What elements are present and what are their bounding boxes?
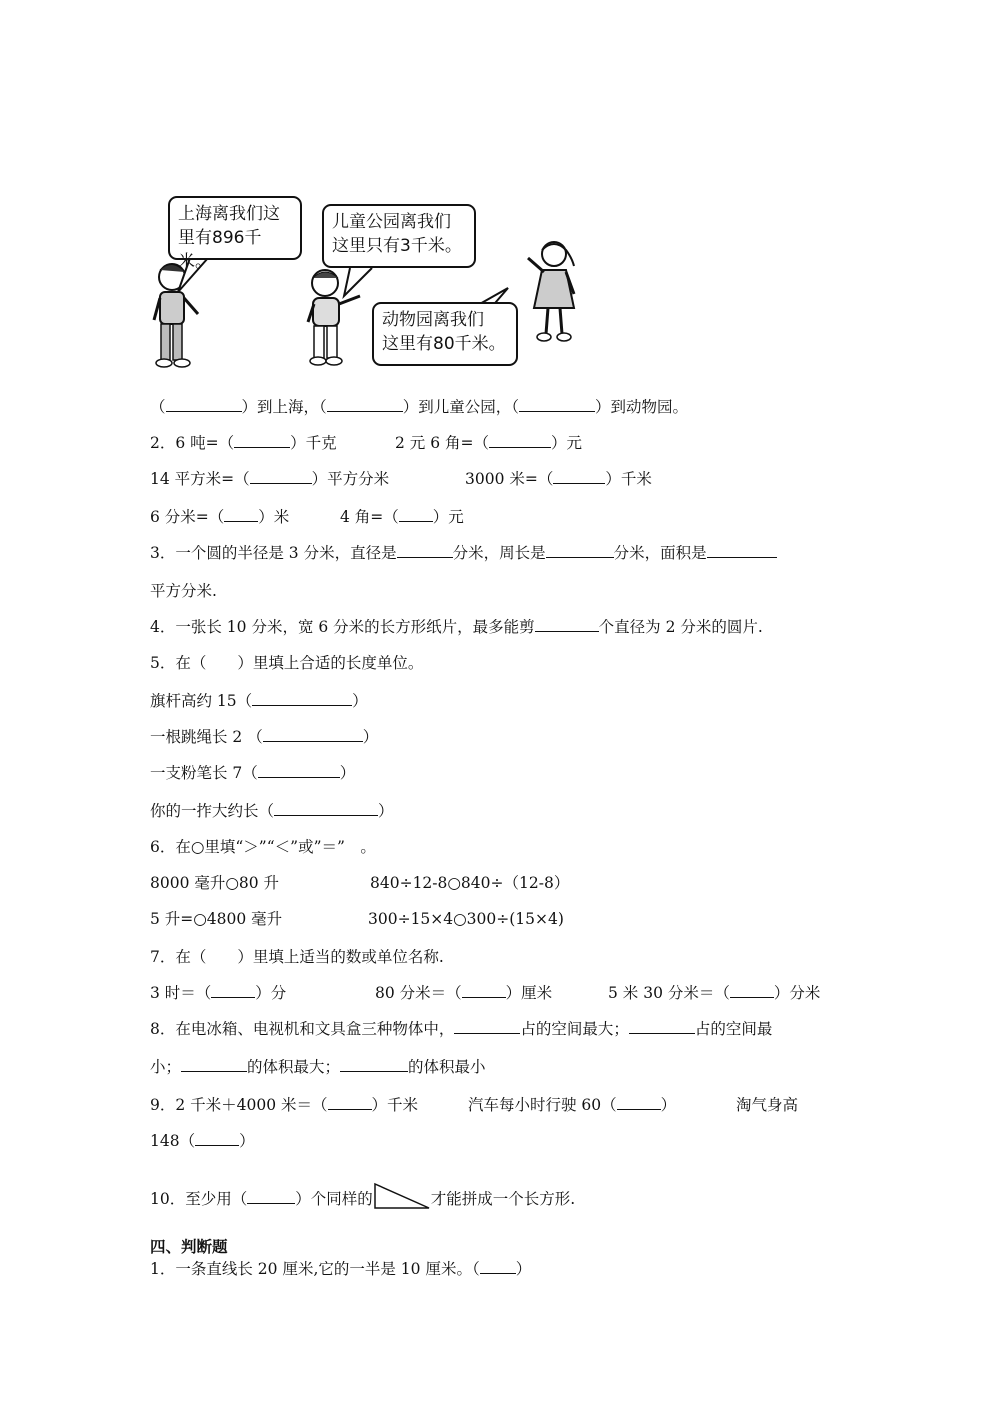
right-triangle-icon — [373, 1182, 431, 1210]
q3-line2: 平方分米. — [150, 582, 217, 600]
speech-bubble-park — [322, 204, 476, 268]
answer-blank[interactable] — [553, 469, 605, 484]
answer-blank[interactable] — [399, 507, 433, 522]
q5-title: 5．在（ ）里填上合适的长度单位。 — [150, 654, 424, 672]
speech-bubble-shanghai — [168, 196, 302, 272]
answer-blank[interactable] — [730, 983, 774, 998]
answer-blank[interactable] — [258, 763, 340, 778]
answer-blank[interactable] — [546, 543, 614, 558]
answer-blank[interactable] — [224, 507, 258, 522]
answer-blank[interactable] — [519, 397, 595, 412]
answer-blank[interactable] — [252, 691, 352, 706]
q4-line: 4．一张长 10 分米，宽 6 分米的长方形纸片，最多能剪 个直径为 2 分米的圆片. — [150, 618, 763, 636]
section4-q1: 1．一条直线长 20 厘米,它的一半是 10 厘米。（ ） — [150, 1260, 532, 1278]
answer-blank[interactable] — [234, 433, 290, 448]
answer-blank[interactable] — [263, 727, 363, 742]
bubble-line: 儿童公园离我们 — [332, 212, 451, 232]
speech-bubble-zoo — [372, 302, 518, 366]
answer-blank[interactable] — [480, 1259, 516, 1274]
answer-blank[interactable] — [247, 1189, 295, 1204]
q10-line: 10．至少用（ ）个同样的 才能拼成一个长方形. — [150, 1182, 575, 1210]
q5-item: 旗杆高约 15（ ） — [150, 692, 368, 710]
answer-blank[interactable] — [328, 1095, 372, 1110]
answer-blank[interactable] — [181, 1057, 247, 1072]
q8-line2: 小； 的体积最大； 的体积最小 — [150, 1058, 486, 1076]
answer-blank[interactable] — [617, 1095, 661, 1110]
answer-blank[interactable] — [195, 1131, 239, 1146]
answer-blank[interactable] — [629, 1019, 695, 1034]
q7-title: 7．在（ ）里填上适当的数或单位名称. — [150, 948, 444, 966]
answer-blank[interactable] — [535, 617, 599, 632]
q6-title: 6．在○里填“＞”“＜”或”＝” 。 — [150, 838, 376, 856]
answer-blank[interactable] — [489, 433, 551, 448]
q5-item: 一支粉笔长 7（ ） — [150, 764, 356, 782]
answer-blank[interactable] — [707, 543, 777, 558]
answer-blank[interactable] — [462, 983, 506, 998]
answer-blank[interactable] — [454, 1019, 520, 1034]
answer-blank[interactable] — [166, 397, 242, 412]
bubble-line: 这里只有3千米。 — [332, 236, 462, 256]
section-title-judgment: 四、判断题 — [150, 1238, 228, 1256]
bubble-line: 这里有80千米。 — [382, 334, 506, 354]
q9-line2: 148（ ） — [150, 1132, 255, 1150]
answer-blank[interactable] — [250, 469, 312, 484]
q3-line1: 3．一个圆的半径是 3 分米，直径是 分米，周长是 分米，面积是 — [150, 542, 777, 564]
bubble-line: 动物园离我们 — [382, 310, 484, 330]
bubble-line: 里有896千米。 — [178, 228, 262, 272]
bubble-line: 上海离我们这 — [178, 204, 280, 224]
q1-answer-line: （ ）到上海，（ ）到儿童公园，（ ）到动物园。 — [150, 398, 689, 416]
answer-blank[interactable] — [397, 543, 453, 558]
answer-blank[interactable] — [211, 983, 255, 998]
answer-blank[interactable] — [340, 1057, 408, 1072]
answer-blank[interactable] — [327, 397, 403, 412]
answer-blank[interactable] — [274, 801, 378, 816]
q8-line1: 8．在电冰箱、电视机和文具盒三种物体中， 占的空间最大； 占的空间最 — [150, 1020, 773, 1038]
q5-item: 你的一拃大约长（ ） — [150, 802, 394, 820]
q5-item: 一根跳绳长 2 （ ） — [150, 728, 379, 746]
